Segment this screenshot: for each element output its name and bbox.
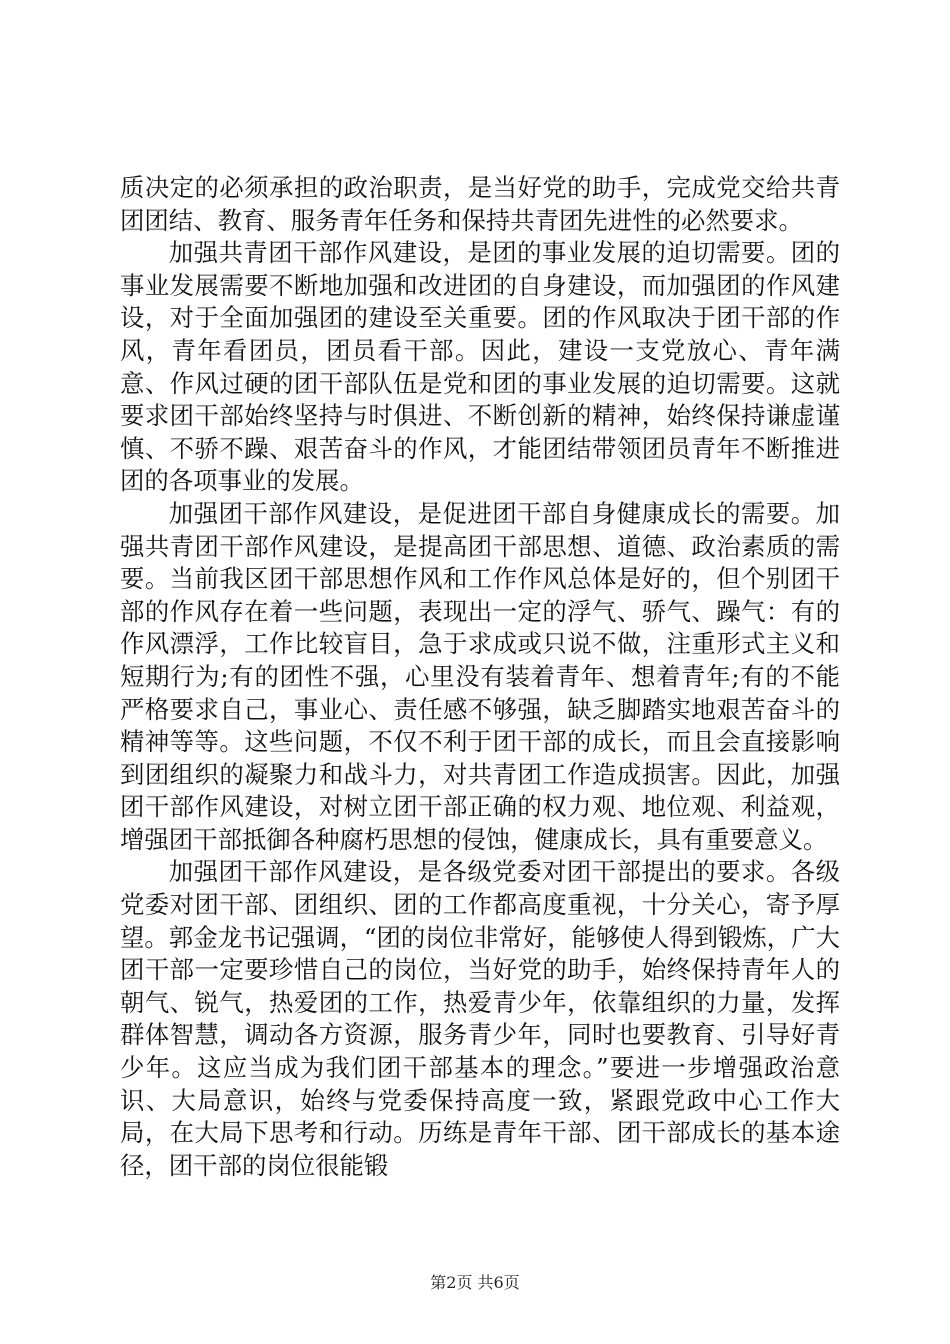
page-number-footer: 第2页 共6页 bbox=[430, 1273, 520, 1292]
paragraph-party-requirements: 加强团干部作风建设，是各级党委对团干部提出的要求。各级党委对团干部、团组织、团的工作都高度重视，十分关心，寄予厚望。郭金龙书记强调，“团的岗位非常好，能够使人得到锻炼，广大团干部一定要珍惜自己的岗位，当好党的助手，始终保持青年人的朝气、锐气，热爱团的工作，热爱青少年，依靠组织的力量，发挥群体智慧，调动各方资源，服务青少年，同时也要教育、引导好青少年。这应当成为我们团干部基本的理念。”要进一步增强政治意识、大局意识，始终与党委保持高度一致，紧跟党政中心工作大局，在大局下思考和行动。历练是青年干部、团干部成长的基本途径，团干部的岗位很能锻 bbox=[120, 857, 840, 1180]
paragraph-continuation: 质决定的必须承担的政治职责，是当好党的助手，完成党交给共青团团结、教育、服务青年任务和保持共青团先进性的必然要求。 bbox=[120, 173, 840, 235]
paragraph-healthy-growth: 加强团干部作风建设，是促进团干部自身健康成长的需要。加强共青团干部作风建设，是提高团干部思想、道德、政治素质的需要。当前我区团干部思想作风和工作作风总体是好的，但个别团干部的作风存在着一些问题，表现出一定的浮气、骄气、躁气：有的作风漂浮，工作比较盲目，急于求成或只说不做，注重形式主义和短期行为;有的团性不强，心里没有装着青年、想着青年;有的不能严格要求自己，事业心、责任感不够强，缺乏脚踏实地艰苦奋斗的精神等等。这些问题，不仅不利于团干部的成长，而且会直接影响到团组织的凝聚力和战斗力，对共青团工作造成损害。因此，加强团干部作风建设，对树立团干部正确的权力观、地位观、利益观，增强团干部抵御各种腐朽思想的侵蚀，健康成长，具有重要意义。 bbox=[120, 498, 840, 854]
document-body bbox=[120, 172, 840, 1182]
paragraph-style-development: 加强共青团干部作风建设，是团的事业发展的迫切需要。团的事业发展需要不断地加强和改进团的自身建设，而加强团的作风建设，对于全面加强团的建设至关重要。团的作风取决于团干部的作风，青年看团员，团员看干部。因此，建设一支党放心、青年满意、作风过硬的团干部队伍是党和团的事业发展的迫切需要。这就要求团干部始终坚持与时俱进、不断创新的精神，始终保持谦虚谨慎、不骄不躁、艰苦奋斗的作风，才能团结带领团员青年不断推进团的各项事业的发展。 bbox=[120, 238, 840, 496]
